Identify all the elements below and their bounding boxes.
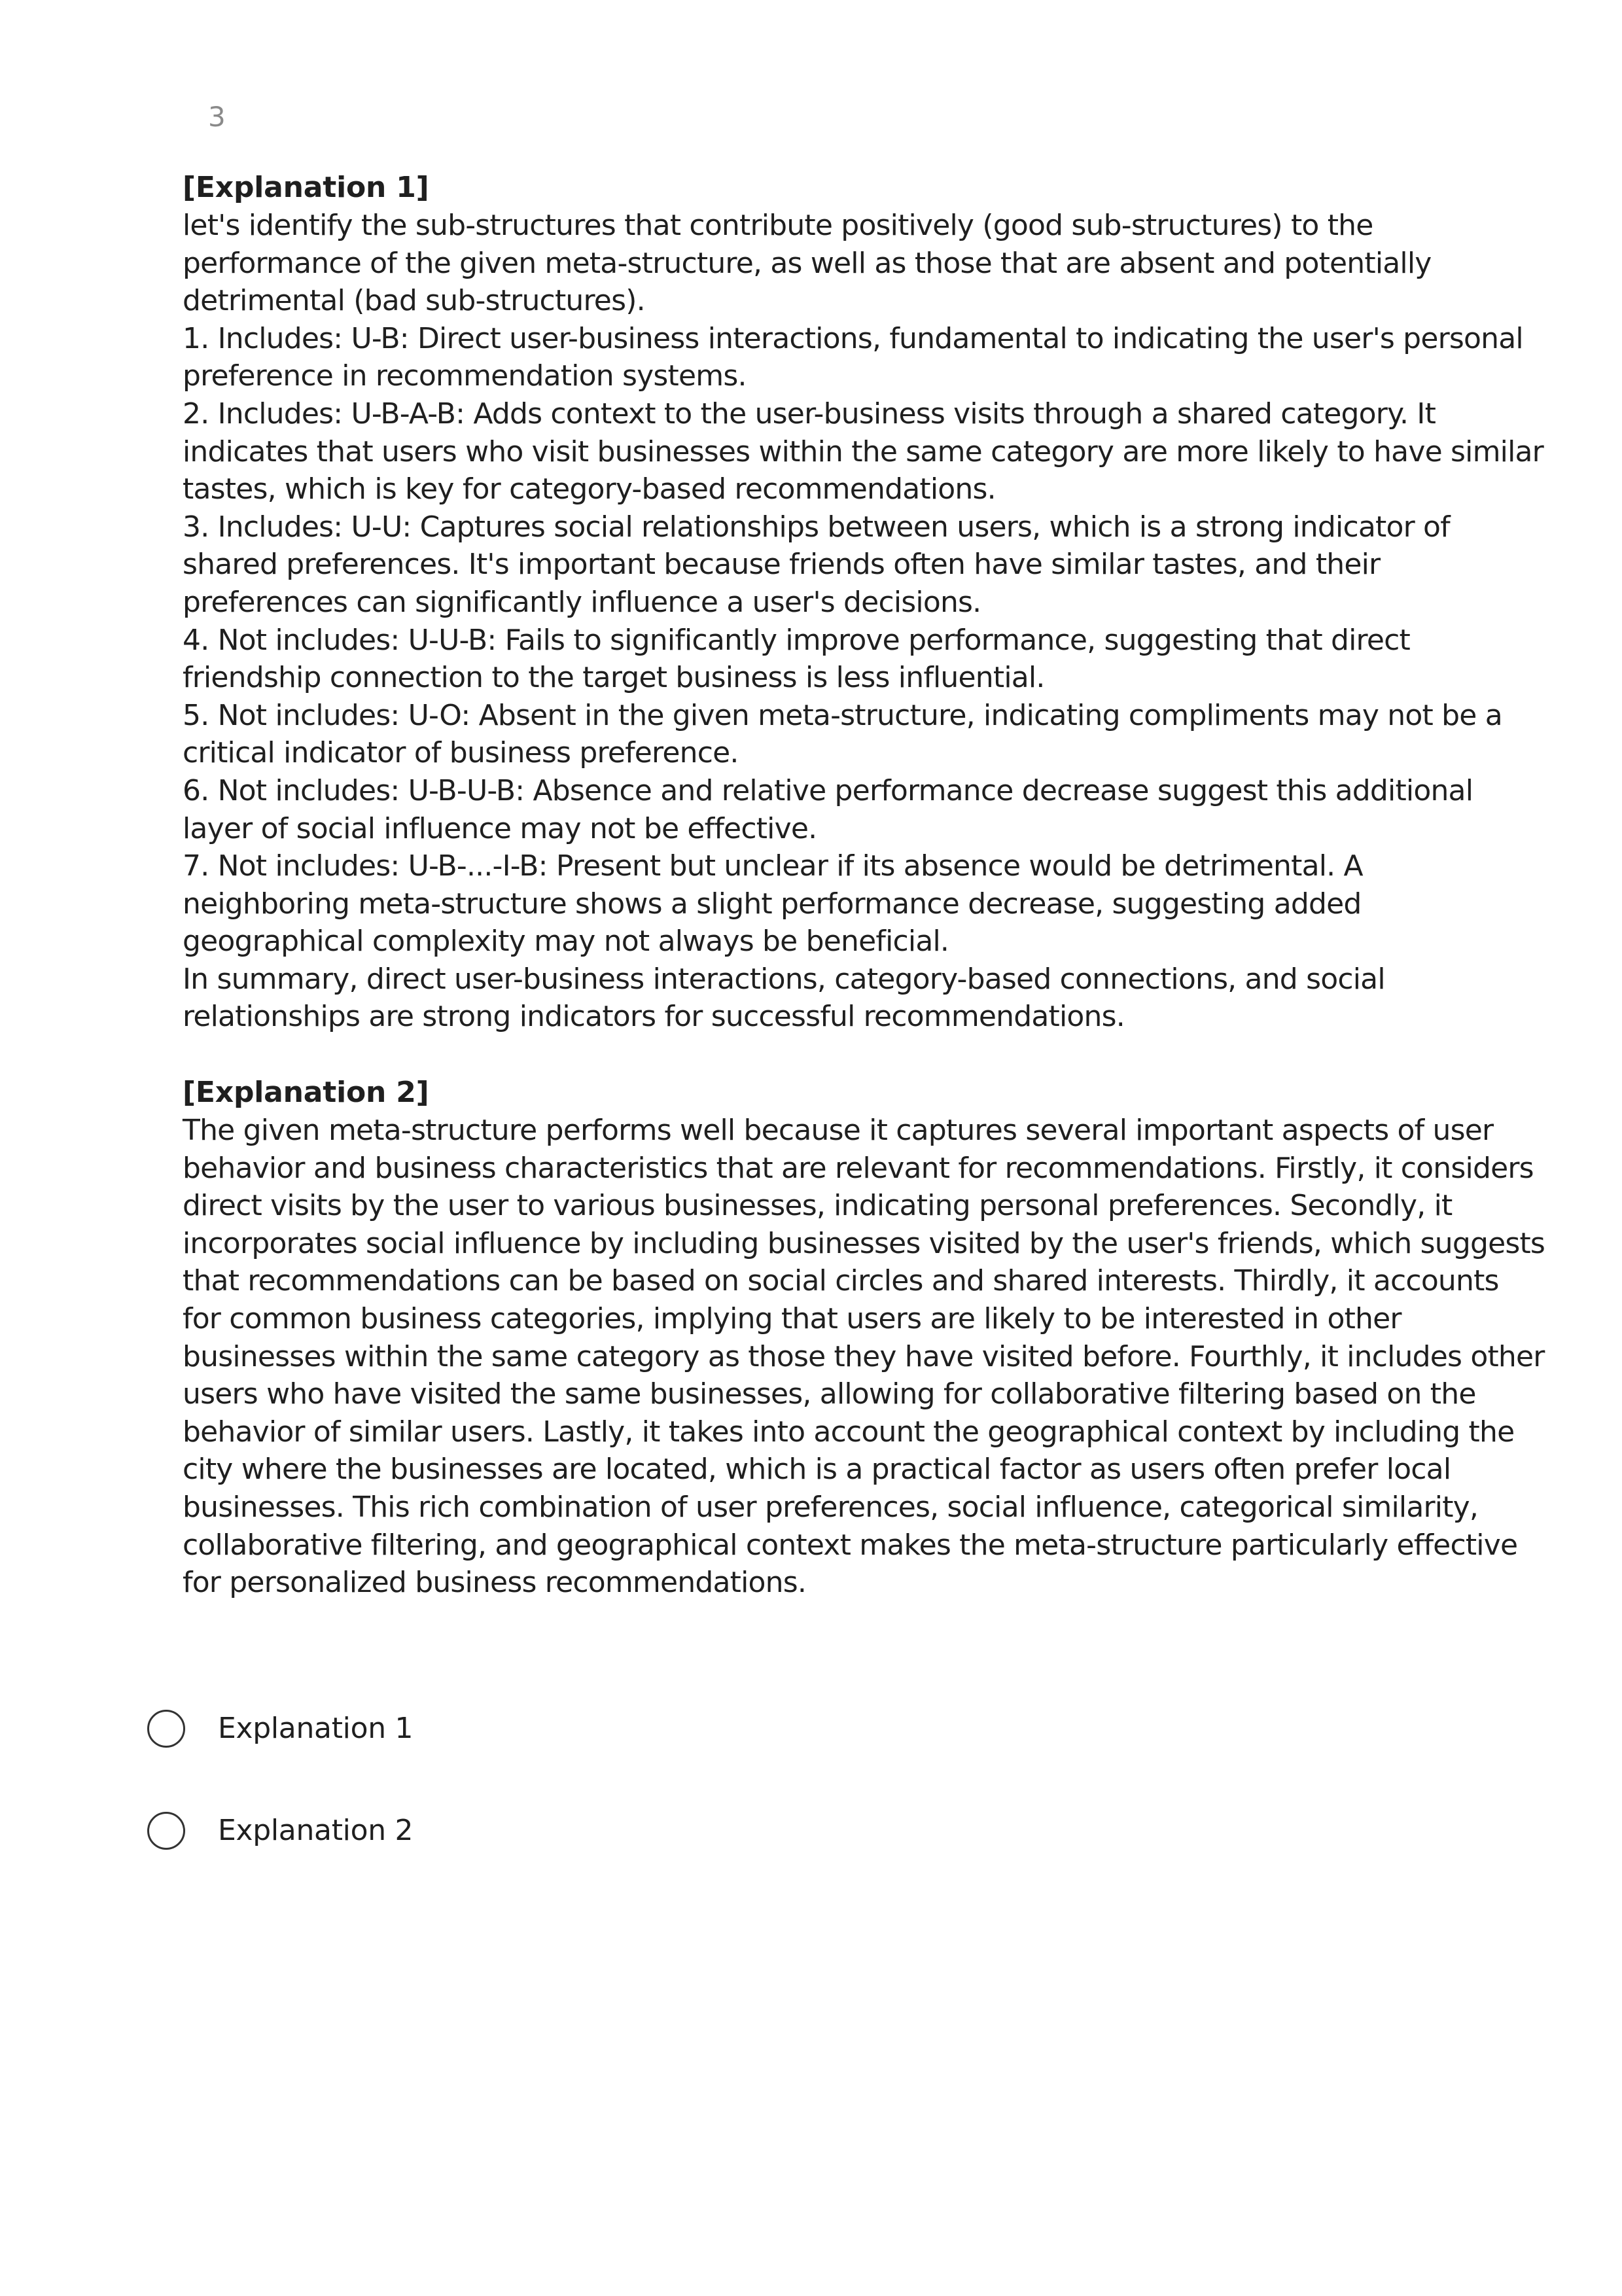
explanation-2-line: that recommendations can be based on social circles and shared interests. Thirdly, it accounts: [183, 1264, 1499, 1298]
explanation-1-line: indicates that users who visit businesses within the same category are more likely to have similar: [183, 434, 1543, 468]
explanation-1-line: neighboring meta-structure shows a slight performance decrease, suggesting added: [183, 887, 1362, 921]
explanation-1-line: geographical complexity may not always be beneficial.: [183, 925, 949, 959]
explanation-1-line: 1. Includes: U-B: Direct user-business interactions, fundamental to indicating the user's personal: [183, 321, 1523, 355]
explanation-1-line: 2. Includes: U-B-A-B: Adds context to the user-business visits through a shared category. It: [183, 397, 1436, 431]
document-body: [183, 169, 1545, 1602]
section-gap: [183, 1036, 1465, 1074]
explanation-1-line: preferences can significantly influence a user's decisions.: [183, 585, 981, 619]
explanation-2-line: incorporates social influence by including businesses visited by the user's friends, which suggests: [183, 1226, 1545, 1260]
explanation-2-line: businesses within the same category as those they have visited before. Fourthly, it includes other: [183, 1339, 1545, 1373]
explanation-1-line: 7. Not includes: U-B-...-I-B: Present but unclear if its absence would be detrimental. A: [183, 849, 1363, 883]
explanation-1-line: detrimental (bad sub-structures).: [183, 284, 645, 318]
explanation-2-line: behavior of similar users. Lastly, it takes into account the geographical context by including the: [183, 1415, 1515, 1449]
choice-explanation-1[interactable]: [147, 1708, 413, 1750]
explanation-1-line: performance of the given meta-structure, as well as those that are absent and potentially: [183, 246, 1432, 280]
explanation-1-line: critical indicator of business preference.: [183, 736, 739, 770]
explanation-2-line: for personalized business recommendations.: [183, 1566, 807, 1600]
explanation-2-line: The given meta-structure performs well because it captures several important aspects of user: [183, 1114, 1494, 1148]
choice-label-explanation-2[interactable]: Explanation 2: [218, 1814, 414, 1847]
explanation-1-heading: [Explanation 1]: [183, 171, 429, 204]
explanation-2-line: direct visits by the user to various businesses, indicating personal preferences. Secondly, it: [183, 1189, 1453, 1223]
radio-button-explanation-1[interactable]: [147, 1710, 185, 1748]
radio-button-explanation-2[interactable]: [147, 1812, 185, 1850]
explanation-1-line: 5. Not includes: U-O: Absent in the given meta-structure, indicating compliments may not be a: [183, 698, 1502, 732]
explanation-2-text: [183, 1112, 1545, 1602]
choice-explanation-2[interactable]: [147, 1810, 413, 1852]
explanation-1-line: 3. Includes: U-U: Captures social relationships between users, which is a strong indicator of: [183, 510, 1450, 544]
explanation-1-line: tastes, which is key for category-based recommendations.: [183, 472, 996, 506]
explanation-1-line: 6. Not includes: U-B-U-B: Absence and relative performance decrease suggest this additional: [183, 773, 1473, 807]
explanation-2-heading: [Explanation 2]: [183, 1076, 429, 1110]
explanation-1-line: In summary, direct user-business interactions, category-based connections, and social: [183, 962, 1385, 996]
explanation-2-line: behavior and business characteristics that are relevant for recommendations. Firstly, it considers: [183, 1151, 1534, 1185]
explanation-1-line: layer of social influence may not be effective.: [183, 811, 817, 845]
choice-label-explanation-1[interactable]: Explanation 1: [218, 1712, 414, 1745]
explanation-2-line: businesses. This rich combination of user preferences, social influence, categorical similarity,: [183, 1491, 1479, 1524]
explanation-2-line: collaborative filtering, and geographical context makes the meta-structure particularly effective: [183, 1528, 1518, 1562]
page-number: 3: [208, 101, 226, 133]
explanation-1-line: shared preferences. It's important because friends often have similar tastes, and their: [183, 548, 1381, 582]
explanation-1-line: let's identify the sub-structures that contribute positively (good sub-structures) to the: [183, 209, 1373, 242]
explanation-1-line: preference in recommendation systems.: [183, 359, 747, 393]
explanation-1-line: friendship connection to the target business is less influential.: [183, 661, 1045, 695]
explanation-1-line: relationships are strong indicators for successful recommendations.: [183, 1000, 1125, 1034]
explanation-2-line: users who have visited the same businesses, allowing for collaborative filtering based on the: [183, 1377, 1476, 1411]
explanation-2-line: city where the businesses are located, which is a practical factor as users often prefer local: [183, 1453, 1451, 1487]
explanation-2-line: for common business categories, implying that users are likely to be interested in other: [183, 1302, 1402, 1336]
explanation-1-line: 4. Not includes: U-U-B: Fails to significantly improve performance, suggesting that direct: [183, 623, 1410, 657]
explanation-1-text: [183, 207, 1543, 1036]
